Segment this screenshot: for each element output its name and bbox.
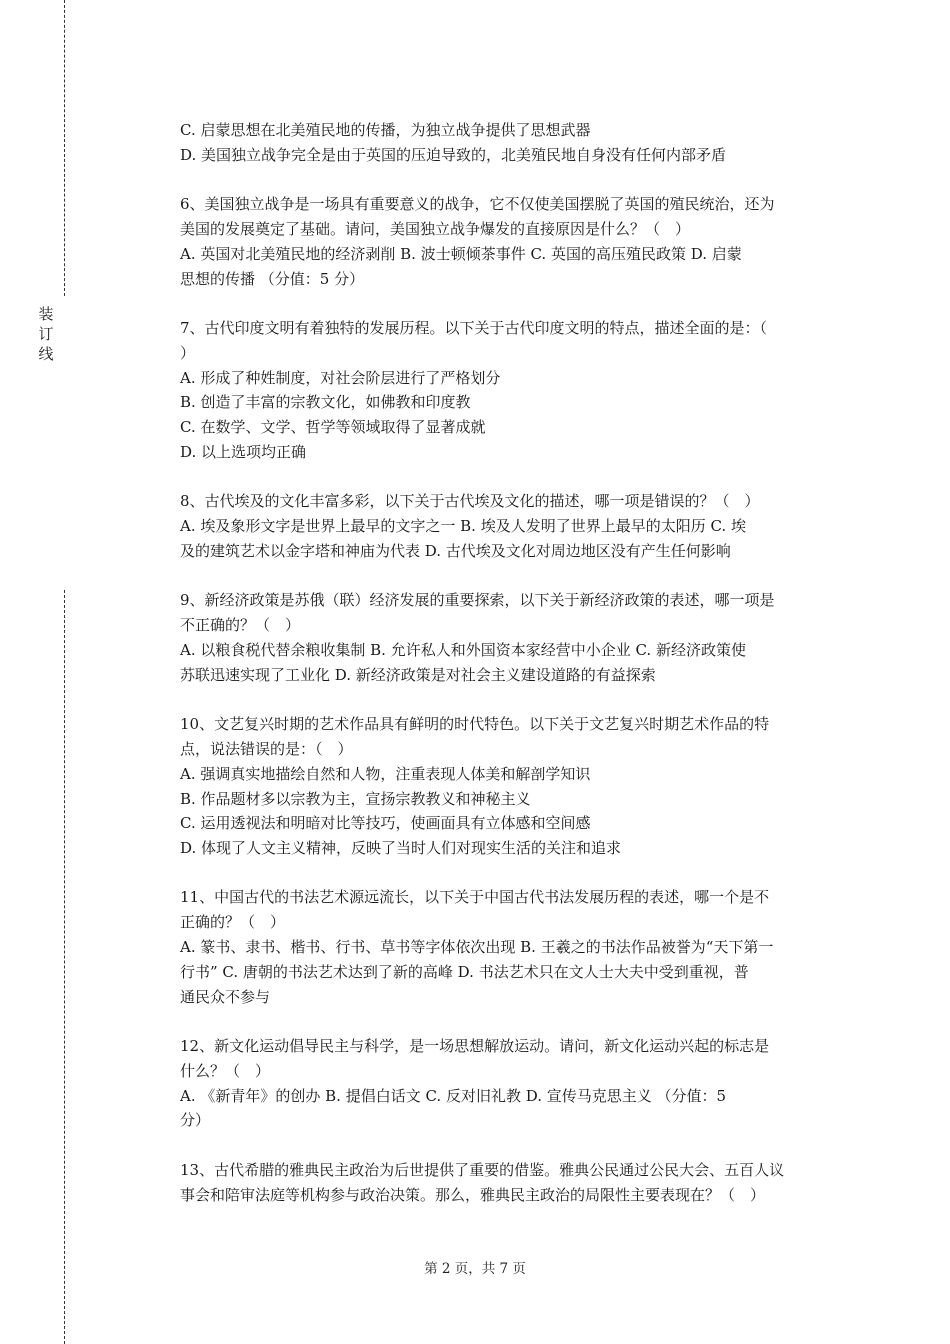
question-11 — [180, 885, 840, 1009]
option-line: C. 运用透视法和明暗对比等技巧，使画面具有立体感和空间感 — [180, 814, 591, 833]
question-line: 点，说法错误的是：（ ） — [180, 739, 353, 758]
question-7 — [180, 316, 840, 465]
option-line: 通民众不参与 — [180, 987, 271, 1006]
question-line: ） — [180, 343, 196, 362]
binding-dashed-line-top — [64, 0, 65, 296]
binding-char: 装 — [38, 305, 54, 323]
option-line: C. 在数学、文学、哲学等领域取得了显著成就 — [180, 418, 486, 437]
option-line: 行书” C. 唐朝的书法艺术达到了新的高峰 D. 书法艺术只在文人士大夫中受到重视，普 — [180, 962, 749, 981]
exam-content — [180, 118, 840, 1232]
option-line: B. 作品题材多以宗教为主，宣扬宗教教义和神秘主义 — [180, 789, 531, 808]
question-line: 7、古代印度文明有着独特的发展历程。以下关于古代印度文明的特点，描述全面的是：（ — [180, 318, 768, 337]
option-line: B. 创造了丰富的宗教文化，如佛教和印度教 — [180, 393, 471, 412]
option-line: A. 埃及象形文字是世界上最早的文字之一 B. 埃及人发明了世界上最早的太阳历 C. 埃 — [180, 517, 746, 536]
question-line: 11、中国古代的书法艺术源远流长，以下关于中国古代书法发展历程的表述，哪一个是不 — [180, 888, 770, 907]
question-line: 正确的？（ ） — [180, 913, 286, 932]
question-line: 13、古代希腊的雅典民主政治为后世提供了重要的借鉴。雅典公民通过公民大会、五百人议 — [180, 1160, 785, 1179]
question-9 — [180, 588, 840, 687]
option-line: D. 以上选项均正确 — [180, 442, 307, 461]
question-line: 9、新经济政策是苏俄（联）经济发展的重要探索，以下关于新经济政策的表述，哪一项是 — [180, 591, 775, 610]
question-line: 6、美国独立战争是一场具有重要意义的战争，它不仅使美国摆脱了英国的殖民统治，还为 — [180, 195, 775, 214]
question-line: 12、新文化运动倡导民主与科学，是一场思想解放运动。请问，新文化运动兴起的标志是 — [180, 1037, 770, 1056]
question-12 — [180, 1034, 840, 1133]
question-line: 什么？（ ） — [180, 1061, 271, 1080]
option-line: 思想的传播 （分值：5 分） — [180, 269, 365, 288]
option-line: A. 形成了种姓制度，对社会阶层进行了严格划分 — [180, 368, 501, 387]
question-line: 10、文艺复兴时期的艺术作品具有鲜明的时代特色。以下关于文艺复兴时期艺术作品的特 — [180, 715, 770, 734]
option-line: A. 以粮食税代替余粮收集制 B. 允许私人和外国资本家经营中小企业 C. 新经济政策使 — [180, 640, 746, 659]
question-line: 美国的发展奠定了基础。请问，美国独立战争爆发的直接原因是什么？（ ） — [180, 219, 691, 238]
option-line: C. 启蒙思想在北美殖民地的传播，为独立战争提供了思想武器 — [180, 121, 591, 139]
page-footer: 第 2 页，共 7 页 — [424, 1261, 526, 1277]
option-line: A. 强调真实地描绘自然和人物，注重表现人体美和解剖学知识 — [180, 764, 591, 783]
question-line: 8、古代埃及的文化丰富多彩，以下关于古代埃及文化的描述，哪一项是错误的？（ ） — [180, 492, 760, 511]
option-line: A. 《新青年》的创办 B. 提倡白话文 C. 反对旧礼教 D. 宣传马克思主义 （分值：5 — [180, 1086, 727, 1105]
binding-char: 订 — [38, 325, 54, 343]
option-line: 分） — [180, 1111, 211, 1130]
binding-label — [36, 304, 56, 364]
question-13 — [180, 1158, 840, 1208]
binding-char: 线 — [38, 345, 54, 363]
option-line: A. 英国对北美殖民地的经济剥削 B. 波士顿倾茶事件 C. 英国的高压殖民政策 D. 启蒙 — [180, 244, 742, 263]
option-line: 及的建筑艺术以金字塔和神庙为代表 D. 古代埃及文化对周边地区没有产生任何影响 — [180, 541, 731, 560]
question-line: 事会和陪审法庭等机构参与政治决策。那么，雅典民主政治的局限性主要表现在？（ ） — [180, 1185, 766, 1204]
question-5-options-continued — [180, 118, 840, 168]
binding-dashed-line-bottom — [64, 590, 65, 1344]
question-line: 不正确的？（ ） — [180, 616, 301, 635]
option-line: D. 美国独立战争完全是由于英国的压迫导致的，北美殖民地自身没有任何内部矛盾 — [180, 145, 727, 164]
option-line: 苏联迅速实现了工业化 D. 新经济政策是对社会主义建设道路的有益探索 — [180, 665, 656, 684]
option-line: D. 体现了人文主义精神，反映了当时人们对现实生活的关注和追求 — [180, 839, 622, 858]
question-8 — [180, 489, 840, 563]
question-6 — [180, 192, 840, 291]
question-10 — [180, 712, 840, 861]
option-line: A. 篆书、隶书、楷书、行书、草书等字体依次出现 B. 王羲之的书法作品被誉为“天下第一 — [180, 938, 774, 957]
